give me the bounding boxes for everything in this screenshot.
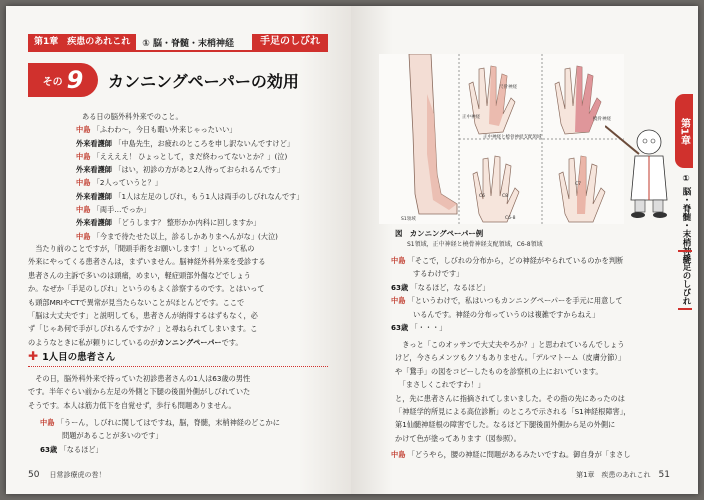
paragraph-line: か。なぜか「手足のしびれ」というのもよく診察するのです。とはいって (28, 284, 265, 294)
speaker-name: 中島 (76, 178, 91, 188)
figure-label-c7: C7 (575, 182, 582, 187)
dialog-line (391, 294, 676, 307)
speaker-name: 外来看護師 (76, 191, 112, 201)
highlight-term: カンニングペーパー (157, 337, 222, 347)
article-title (28, 62, 328, 98)
speaker-name: 中島 (391, 256, 406, 265)
figure-label-c8: C8 (502, 194, 509, 199)
paragraph-line: その日，脳外科外来で持っていた初診患者さんの1人は63歳の男性 (28, 374, 251, 383)
figure-label-c6: C6 (479, 194, 486, 199)
dialog-line (76, 216, 336, 229)
paragraph-line: 外来にやってくる患者さんは，まずいません。脳神経外科外来を受診する (28, 257, 266, 267)
paragraph-line: そうです。本人は筋力低下を自覚せず，歩行も問題ありません。 (28, 400, 236, 410)
dermatome-figure (379, 54, 624, 224)
paragraph-line: も頭部MRIやCTで異常が見当たらないことがほとんどです。ここで (28, 297, 245, 307)
section-title: 1人目の患者さん (42, 352, 116, 363)
doctor-illustration (605, 102, 675, 222)
dialog-text: 「ええええ！ ひょっとして，まだ終わってないとか？」(泣) (92, 151, 288, 161)
dialog-line (391, 321, 676, 334)
dialog-text: 「というわけで，私はいつもカンニングペーパーを手元に用意して (407, 296, 623, 306)
speaker-name: 中島 (76, 125, 91, 135)
chapter-label: 第1章 疾患のあれこれ (28, 34, 136, 50)
chapter-header (28, 34, 328, 50)
speaker-name: 外来看護師 (76, 138, 112, 148)
dialog-text: 「・・・」 (410, 323, 447, 333)
right-dialog-2 (391, 448, 676, 461)
dialog-text: 「そこで，しびれの分布から，どの神経がやられているのかを判断 (407, 256, 624, 265)
dialog-line (76, 230, 336, 243)
opening-dialog (76, 110, 336, 243)
figure-label-median-radial: 正中神経と橈骨神経支配領域 (483, 135, 542, 140)
title-text: カンニングペーパーの効用 (108, 71, 299, 91)
paragraph-line: けど，今さらメンツもクソもありません。「デルマトーム（皮膚分節）」 (395, 353, 626, 363)
title-prefix: その (42, 76, 63, 88)
dialog-text: 「うーん，しびれに関してはですね，脳，脊髄，末梢神経のどこかに (56, 418, 280, 427)
dialog-text: 「なるほど」 (59, 444, 103, 454)
header-rule (28, 50, 328, 52)
speaker-name: 63歳 (40, 444, 58, 454)
dialog-line (76, 190, 336, 203)
page-number-right: 51 (658, 470, 670, 480)
figure-label-radial: 橈骨神経 (593, 117, 611, 122)
dialog-intro: ある日の脳外科外来でのこと。 (82, 112, 183, 121)
dialog-text: 「どうします？ 整形かか内科に回しますか」 (114, 218, 261, 228)
book-spread (6, 6, 698, 494)
dialog-line (76, 137, 336, 150)
speaker-name: 外来看護師 (76, 218, 112, 228)
dialog-line (40, 429, 330, 442)
body-paragraph-1 (28, 242, 328, 349)
dialog-line (76, 123, 336, 136)
speaker-name: 中島 (391, 450, 406, 459)
side-chapter-tab: 第1章 (675, 94, 693, 168)
dialog-line (391, 267, 676, 280)
dialog-line (76, 176, 336, 189)
book-title: 日常診療虎の巻！ (49, 471, 106, 479)
right-page (351, 6, 698, 494)
dialog-line (391, 308, 676, 321)
side-topic: 手足のしびれ (678, 250, 692, 310)
right-paragraph (395, 338, 675, 445)
section-rule (28, 366, 328, 367)
dialog-line (76, 203, 336, 216)
speaker-name: 外来看護師 (76, 165, 112, 175)
dialog-lines (76, 123, 336, 243)
dialog-text: 「両手…でっか」 (92, 205, 151, 215)
paragraph-line: 当たり前のことですが，「間頭手術をお願いします！」といって私の (28, 244, 255, 253)
footer-chapter: 第1章 疾患のあれこれ (576, 471, 651, 479)
title-number-badge (28, 63, 98, 97)
paragraph-line: 「神経学的所見による高位診断」のところで示される「S1神経根障害」， (395, 407, 631, 417)
dialog-line (40, 416, 330, 429)
figure-label-s1: S1領域 (401, 217, 416, 222)
speaker-name: 63歳 (391, 323, 409, 333)
title-number: 9 (66, 66, 84, 94)
paragraph-end: です。 (221, 337, 243, 347)
paragraph-line: 「脳は大丈夫です」と説明しても，患者さんが納得するはずもなく，必 (28, 311, 258, 321)
dialog-text: 問題があることが多いのです」 (62, 431, 163, 441)
speaker-name: 中島 (40, 418, 55, 427)
speaker-name: 中島 (76, 231, 91, 241)
dialog-text: いるんです。神経の分布っていうのは複雑ですからねえ」 (413, 309, 600, 319)
side-subsection: ① 脳・脊髄・末梢神経 (681, 174, 691, 264)
figure-label-c6-8: C6-8 (505, 216, 516, 221)
paragraph-line: きっと「このオッサンで大丈夫やろか？」と思われているんでしょう (395, 340, 625, 349)
dialog-text: 「なるほど，なるほど」 (410, 282, 490, 292)
figure-label-median: 正中神経 (462, 115, 480, 120)
dialog-text: 「どうやら，腰の神経に問題があるみたいですね。御自身が「まさし (407, 450, 631, 459)
paragraph-line: と，先に患者さんに指摘されてしまいました。その指の先にあったのは (395, 393, 625, 403)
section-heading (28, 348, 328, 364)
paragraph-line: 「まさしくこれですわ！」 (395, 380, 485, 390)
dialog-line (40, 443, 330, 456)
figure-caption-body: S1領域，正中神経と橈骨神経支配領域，C6-8領域 (407, 241, 543, 248)
dialog-text: するわけです」 (413, 269, 464, 279)
dialog-text: 「2人っていうと？」 (92, 178, 162, 188)
page-number: 50 (28, 470, 40, 480)
body-paragraph-2 (28, 372, 328, 412)
paragraph-line: や「鵞手」の図をコピーしたものを診察机の上においています。 (395, 366, 603, 376)
patient-dialog (40, 416, 330, 456)
speaker-name: 中島 (391, 296, 406, 306)
dialog-text: 「はい，初診の方があと2人待っておられるんです」 (114, 165, 285, 175)
paragraph-line: です。半年ぐらい前から左足の外側と下腿の後面外側がしびれていた (28, 387, 251, 397)
subsection-label: ① 脳・脊髄・末梢神経 (142, 38, 235, 49)
dialog-text: 「1人は左足のしびれ，もう1人は両手のしびれなんです」 (114, 191, 304, 201)
paragraph-line: かけて色が塗ってあります（図参照）。 (395, 433, 521, 443)
right-dialog (391, 254, 676, 334)
speaker-name: 中島 (76, 151, 91, 161)
dialog-line (391, 254, 676, 267)
dialog-text: 「今まで待たせた以上，診るしかありまへんがな」(大泣) (92, 231, 278, 241)
paragraph-line: ず「じゃあ何で手がしびれるんですか？」と尋ねられてしまいます。こ (28, 324, 258, 334)
paragraph-line: のようなときに私が頼りにしているのがカンニングペーパーです。 (28, 337, 243, 347)
plus-icon: ✚ (28, 349, 39, 363)
figure-label-ulnar: 尺骨神経 (499, 85, 517, 90)
dialog-line (76, 163, 336, 176)
dialog-line (391, 448, 676, 461)
dialog-line (391, 281, 676, 294)
figure-caption-title: 図 カンニングペーパー例 (395, 229, 484, 238)
dialog-text: 「ふわわ～，今日も暇い外来じゃったいい」 (92, 125, 237, 135)
left-page (6, 6, 351, 494)
paragraph-line: 第1仙髄神経根の障害でした。なるほど下腿後面外側から足の外側に (395, 420, 616, 430)
dialog-line (76, 150, 336, 163)
paragraph-line: 患者さんの主訴で多いのは頭痛，めまい，軽症頭部外傷などでしょう (28, 270, 251, 280)
speaker-name: 63歳 (391, 282, 409, 292)
dialog-text: 「中島先生，お疲れのところを申し訳ないんですけど」 (114, 138, 294, 148)
left-footer (28, 470, 105, 480)
topic-tag: 手足のしびれ (252, 34, 328, 50)
right-footer (576, 470, 670, 480)
speaker-name: 中島 (76, 205, 91, 215)
